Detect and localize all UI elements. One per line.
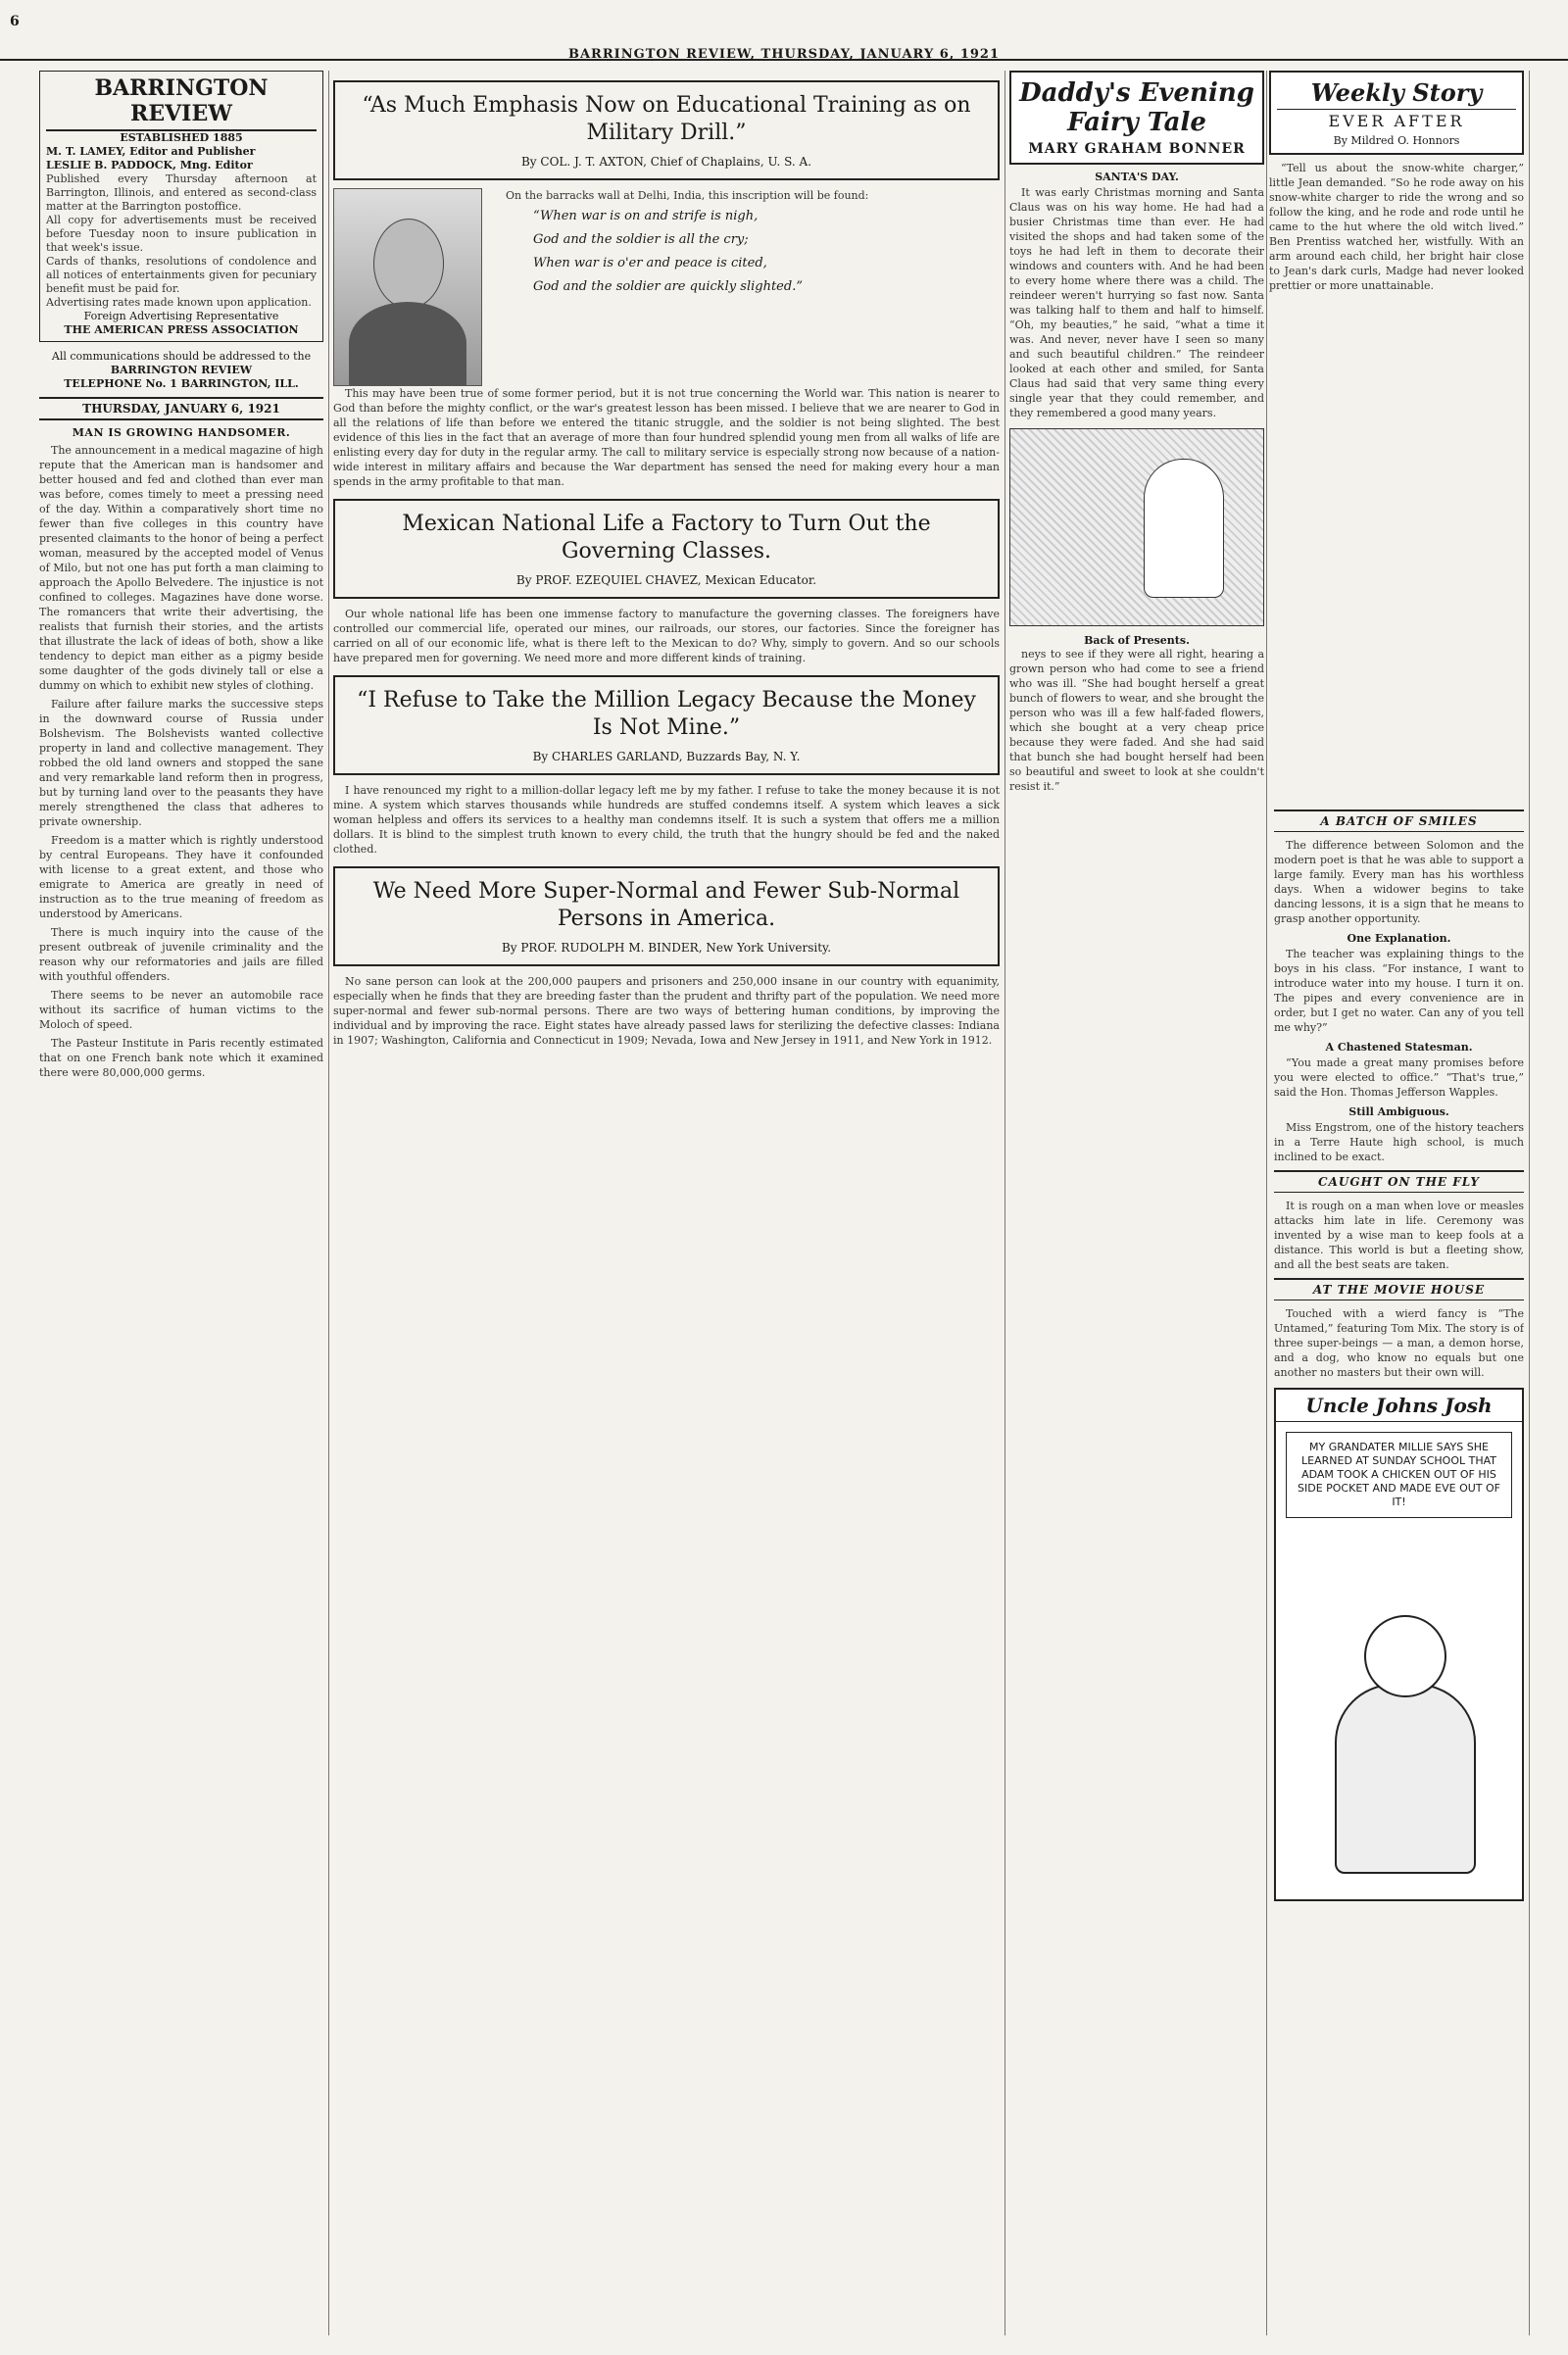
illustration: [1009, 428, 1264, 626]
fairy-tale-logo: [1009, 71, 1264, 165]
article-title: “I Refuse to Take the Million Legacy Because the Money Is Not Mine.”: [357, 688, 976, 740]
editorial-text: The announcement in a medical magazine of high repute that the American man is handsomer and better housed and fed and clothed than ever man was before, comes timely to meet a pressing need of the day. Within a comparatively short time no fewer than five colleges in this country have presented claimants to the honor of being a perfect woman, measured by the accepted model of Venus of Milo, but not one has put forth a man claiming to approach the Apollo Belvedere. The injustice is not confined to colleges. Magazines have done worse. The romancers that write their advertising, the realists that furnish their stories, and the artists that illustrate the lack of ideas of both, show a like tendency to depict man either as a pigmy beside some daughter of the gods divinely tall or else a dummy on which to exhibit new styles of clothing.: [39, 444, 323, 692]
verse-line: “When war is on and strife is nigh,: [533, 209, 759, 223]
verse-line: When war is o'er and peace is cited,: [533, 256, 767, 270]
sub-head: Still Ambiguous.: [1348, 1105, 1449, 1118]
section-head: A BATCH OF SMILES: [1274, 810, 1524, 832]
column-articles: [333, 71, 1000, 2335]
column-smiles: [1274, 804, 1524, 2335]
address-name: BARRINGTON REVIEW: [110, 364, 253, 376]
article-box: [333, 866, 1000, 966]
comic-figure: [1335, 1615, 1472, 1870]
comic-panel: [1274, 1388, 1524, 1901]
foreign-rep: Foreign Advertising Representative: [83, 310, 279, 322]
sub-head: One Explanation.: [1347, 932, 1451, 945]
verse-line: God and the soldier are quickly slighted.”: [533, 279, 803, 294]
section-head: CAUGHT ON THE FLY: [1274, 1170, 1524, 1193]
author-name: MARY GRAHAM BONNER: [1028, 141, 1246, 157]
statesman-text: “You made a great many promises before you were elected to office.” “That's true,” said the Hon. Thomas Jefferson Wapples.: [1274, 1056, 1524, 1099]
story-title: SANTA'S DAY.: [1095, 171, 1179, 183]
logo-title: Daddy's Evening Fairy Tale: [1019, 78, 1254, 137]
publish-note: Published every Thursday afternoon at Barrington, Illinois, and entered as second-class matter at the Barrington postoffice.: [46, 172, 317, 213]
article-body: No sane person can look at the 200,000 paupers and prisoners and 250,000 insane in our country with equanimity, especially when he finds that they are breeding faster than the prudent and thrifty part of the population. We need more super-normal and fewer sub-normal persons. There are two ways of bettering human conditions, by improving the individual and by improving the race. Eight states have already passed laws for sterilizing the defective classes: Indiana in 1907; Washington, California and Connecticut in 1909; Nevada, Iowa and New Jersey in 1911, and New York in 1912.: [333, 975, 1000, 1047]
paper-name: BARRINGTON REVIEW: [46, 75, 317, 131]
editorial-head: MAN IS GROWING HANDSOMER.: [72, 426, 291, 439]
article-title: We Need More Super-Normal and Fewer Sub-Normal Persons in America.: [372, 879, 960, 931]
comic-title: Uncle Johns Josh: [1276, 1390, 1522, 1422]
freedom-text: Freedom is a matter which is rightly understood by central Europeans. They have it confounded with license to a great extent, and those who emigrate to America are greatly in need of instruction as to the true meaning of freedom as understood by Americans.: [39, 834, 323, 920]
byline: By PROF. EZEQUIEL CHAVEZ, Mexican Educator.: [515, 573, 817, 587]
issue-date: THURSDAY, JANUARY 6, 1921: [39, 397, 323, 420]
illustration-caption: Back of Presents.: [1084, 634, 1190, 647]
article-box: [333, 80, 1000, 180]
weekly-text: “Tell us about the snow-white charger,” little Jean demanded. “So he rode away on his snow-white charger to ride the wrong and so follow the king, and he rode and rode until he came to the hut where the old witch lived.” Ben Prentiss watched her, wistfully. With an arm around each child, her bright hair close to Jean's dark curls, Madge had never looked prettier or more unattainable.: [1269, 162, 1524, 292]
masthead-title: BARRINGTON REVIEW, THURSDAY, JANUARY 6, 1921: [567, 47, 1001, 62]
weekly-story-logo: [1269, 71, 1524, 155]
portrait-image: [333, 188, 482, 386]
rates-note: Advertising rates made known upon application.: [46, 296, 312, 309]
pasteur-text: The Pasteur Institute in Paris recently estimated that on one French bank note which it examined there were 80,000,000 germs.: [39, 1037, 323, 1079]
comic-caption: MY GRANDATER MILLIE SAYS SHE LEARNED AT SUNDAY SCHOOL THAT ADAM TOOK A CHICKEN OUT OF HIS SIDE POCKET AND MADE EVE OUT OF IT!: [1286, 1432, 1512, 1518]
article-body: I have renounced my right to a million-dollar legacy left me by my father. I refuse to take the money because it is not mine. A system which starves thousands while hundreds are stuffed condemns itself. A system which leaves a sick woman helpless and offers its services to a healthy man condemns itself. It is such a system that offers me a million dollars. It is blind to the simplest truth known to every child, the truth that the hungry should be fed and the naked clothed.: [333, 784, 1000, 856]
verse-line: God and the soldier is all the cry;: [533, 232, 749, 247]
inquiry-text: There is much inquiry into the cause of the present outbreak of juvenile criminality and the reason why our reformatories and jails are filled with youthful offenders.: [39, 926, 323, 983]
weekly-title: Weekly Story: [1310, 78, 1483, 107]
article-box: [333, 675, 1000, 775]
article-box: [333, 499, 1000, 599]
telephone: TELEPHONE No. 1 BARRINGTON, ILL.: [64, 377, 299, 390]
article-intro: On the barracks wall at Delhi, India, this inscription will be found:: [506, 189, 869, 202]
masthead: [0, 0, 1568, 61]
weekly-author: By Mildred O. Honnors: [1333, 134, 1460, 147]
explain-text: The teacher was explaining things to the boys in his class. “For instance, I want to introduce water into my house. I turn it on. The pipes and every convenience are in order, but I get no water. Can any of you tell me why?”: [1274, 948, 1524, 1034]
sub-head: A Chastened Statesman.: [1325, 1041, 1473, 1054]
masthead-box: [39, 71, 323, 342]
failure-text: Failure after failure marks the successive steps in the downward course of Russia under Bolshevism. The Bolshevists wanted collective property in land and collective management. They robbed the old land owners and stopped the sane and very remarkable land reform then in progress, but by turning land over to the peasants they have merely strengthened the class that adheres to private ownership.: [39, 698, 323, 828]
column-rule: [1529, 71, 1530, 2335]
article-title: “As Much Emphasis Now on Educational Training as on Military Drill.”: [362, 93, 971, 145]
manager-line: LESLIE B. PADDOCK, Mng. Editor: [46, 159, 253, 172]
column-editorial: [39, 71, 323, 2335]
story-text: neys to see if they were all right, hearing a grown person who had come to see a friend who was ill. “She had bought herself a great bunch of flowers to wear, and she brought the person who was ill a few half-faded flowers, which she bought at a very cheap price because they were faded. And she had said that bunch she had bought herself had been so beautiful and sweet to look at she couldn't resist it.”: [1009, 648, 1264, 793]
article-body: Our whole national life has been one immense factory to manufacture the governing classes. The foreigners have controlled our commercial life, operated our mines, our railroads, our stores, our factories. Since the foreigner has carried on all of our economic life, what is there left to the Mexican to do? Why, simply to govern. And so our schools have prepared men for governing. We need more and more different kinds of training.: [333, 608, 1000, 664]
page-number: 6: [10, 14, 20, 29]
copy-note: All copy for advertisements must be received before Tuesday noon to insure publication in that week's issue.: [46, 214, 317, 254]
byline: By PROF. RUDOLPH M. BINDER, New York University.: [501, 941, 832, 955]
story-name: EVER AFTER: [1277, 109, 1516, 130]
cards-note: Cards of thanks, resolutions of condolence and all notices of entertainments given for pecuniary benefit must be paid for.: [46, 255, 317, 295]
byline: By COL. J. T. AXTON, Chief of Chaplains, U. S. A.: [520, 155, 812, 169]
column-rule: [1004, 71, 1005, 2335]
ambig-text: Miss Engstrom, one of the history teachers in a Terre Haute high school, is much inclined to be exact.: [1274, 1121, 1524, 1163]
address-note: All communications should be addressed to the: [51, 350, 312, 363]
fly-text: It is rough on a man when love or measles attacks him late in life. Ceremony was invented by a wise man to keep fools at a distance. This world is but a fleeting show, and all the best seats are taken.: [1274, 1200, 1524, 1271]
byline: By CHARLES GARLAND, Buzzards Bay, N. Y.: [532, 750, 801, 763]
smiles-text: The difference between Solomon and the modern poet is that he was able to support a large family. Every man has his worthless days. When a widower begins to take dancing lessons, it is a sign that he means to grasp another opportunity.: [1274, 839, 1524, 925]
auto-text: There seems to be never an automobile race without its sacrifice of human victims to the Moloch of speed.: [39, 989, 323, 1031]
press-association: THE AMERICAN PRESS ASSOCIATION: [64, 323, 299, 336]
story-text: It was early Christmas morning and Santa Claus was on his way home. He had had a busier Christmas time than ever. He had visited the shops and had taken some of the toys he had left in them to decorate their windows and counters with. And he had been to every home where there was a child. The reindeer weren't hurrying so fast now. Santa was talking half to them and half to himself. “Oh, my beauties,” he said, “what a time it was. And never, never have I seen so many and such beautiful children.” The reindeer looked at each other and smiled, for Santa Claus had said that very same thing every single year that they could remember, and they remembered a good many years.: [1009, 186, 1264, 419]
editor-line: M. T. LAMEY, Editor and Publisher: [46, 145, 256, 158]
column-rule: [328, 71, 329, 2335]
article-title: Mexican National Life a Factory to Turn Out the Governing Classes.: [402, 512, 931, 564]
movie-text: Touched with a wierd fancy is “The Untamed,” featuring Tom Mix. The story is of three super-beings — a man, a demon horse, and a dog, who know no equals but one another no masters but their own will.: [1274, 1307, 1524, 1379]
section-head: AT THE MOVIE HOUSE: [1274, 1278, 1524, 1300]
column-fairy-tale: [1009, 71, 1264, 2335]
column-rule: [1266, 71, 1267, 2335]
article-body: This may have been true of some former period, but it is not true concerning the World war. This nation is nearer to God than before the mighty conflict, or the war's greatest lesson has been missed. I believe that we are nearer to God in all the relations of life than before we entered the titanic struggle, and the soldier is not being slighted. The best evidence of this lies in the fact that an average of more than four hundred splendid young men from all walks of life are enlisting every day for duty in the regular army. The call to military service is especially strong now because of a nation-wide interest in military affairs and because the War department has sensed the need for making every hour a man spends in the army profitable to that man.: [333, 387, 1000, 488]
established: ESTABLISHED 1885: [120, 131, 243, 144]
